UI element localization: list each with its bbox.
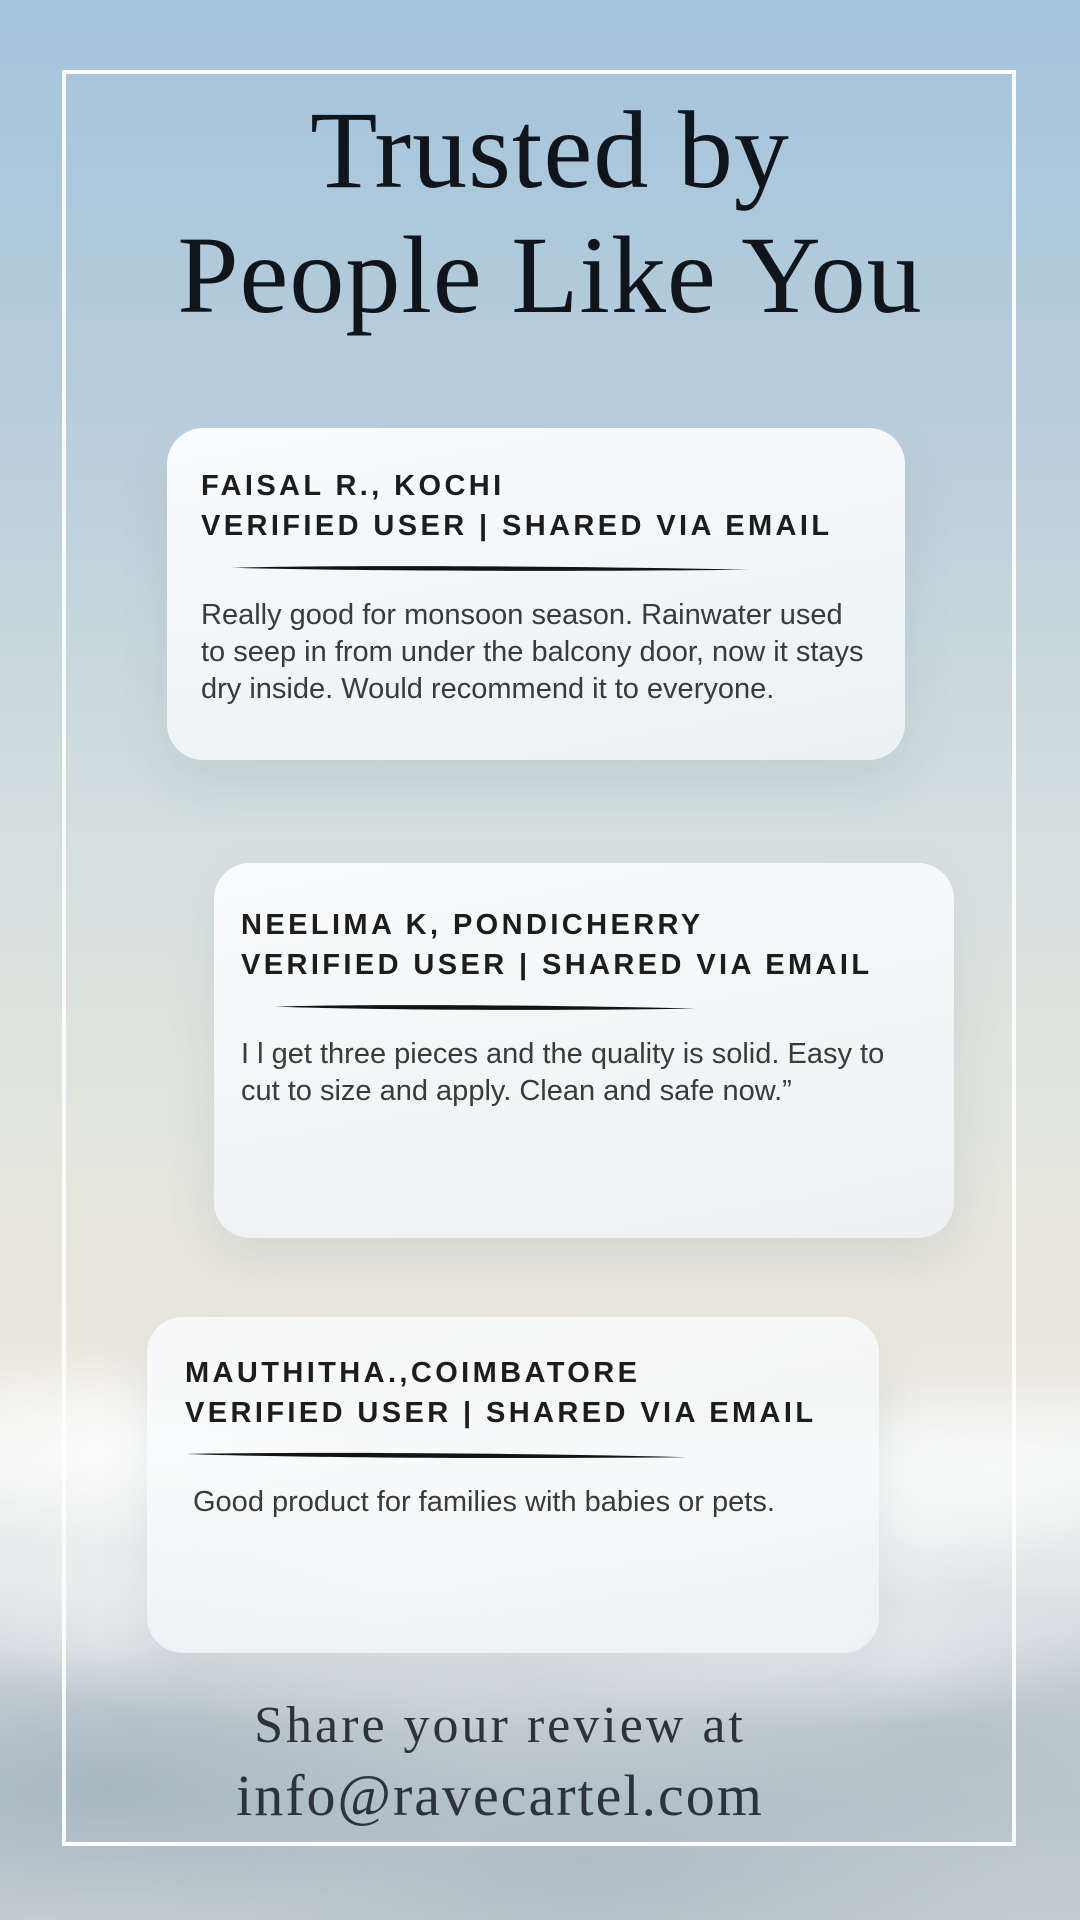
- testimonial-text: Good product for families with babies or pets.: [193, 1486, 775, 1519]
- footer-cta: [0, 1692, 1000, 1832]
- footer-email: info@ravecartel.com: [236, 1762, 764, 1828]
- testimonial-card-mauthitha: [147, 1317, 879, 1653]
- divider-line: [185, 1449, 691, 1461]
- reviewer-name: FAISAL R., KOCHI: [201, 470, 505, 502]
- testimonial-card-neelima: [214, 863, 954, 1238]
- page-title-line2: People Like You: [177, 214, 923, 337]
- reviewer-meta: VERIFIED USER | SHARED VIA EMAIL: [185, 1397, 817, 1430]
- page-title-line1: Trusted by: [310, 89, 790, 211]
- testimonial-text: I l get three pieces and the quality is solid. Easy to cut to size and apply. Clean and safe now.”: [241, 1038, 885, 1108]
- footer-cta-text: Share your review at: [254, 1697, 746, 1754]
- divider-line: [227, 562, 753, 574]
- testimonial-text: Really good for monsoon season. Rainwater used to seep in from under the balcony door, now it stays dry inside. Would recommend it to everyone.: [201, 599, 864, 706]
- reviewer-name: MAUTHITHA.,COIMBATORE: [185, 1357, 641, 1389]
- testimonial-card-faisal: [167, 428, 905, 760]
- reviewer-meta: VERIFIED USER | SHARED VIA EMAIL: [241, 949, 873, 982]
- reviewer-name: NEELIMA K, PONDICHERRY: [241, 909, 704, 941]
- page-title: [20, 88, 1080, 339]
- reviewer-meta: VERIFIED USER | SHARED VIA EMAIL: [201, 510, 833, 543]
- divider-line: [273, 1002, 699, 1014]
